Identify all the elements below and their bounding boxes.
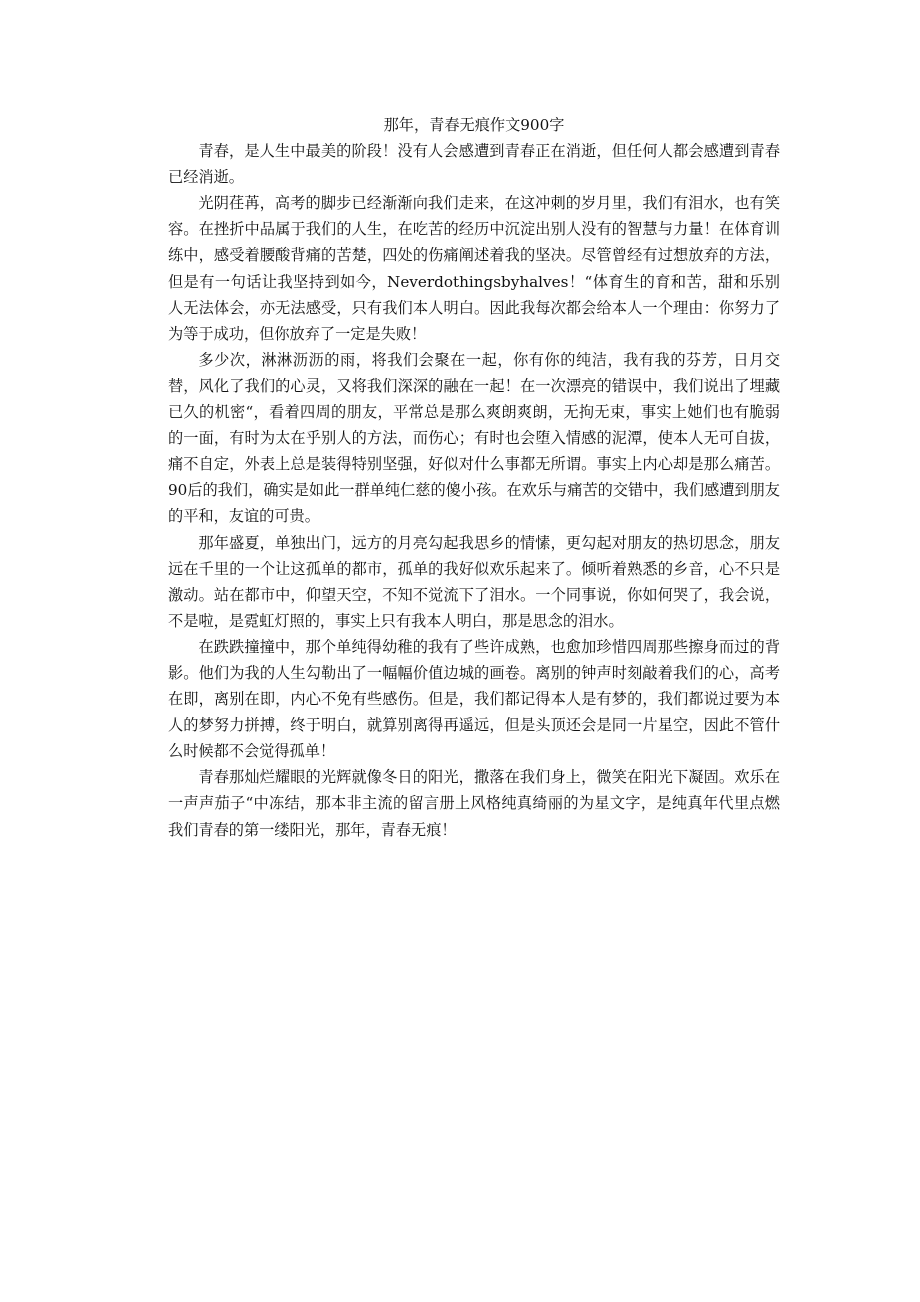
paragraph-5: 在跌跌撞撞中，那个单纯得幼稚的我有了些许成熟，也愈加珍惜四周那些擦身而过的背影。他们为我的人生勾勒出了一幅幅价值边城的画卷。离别的钟声时刻敲着我们的心，高考在即，离别在即，内心不免有些感伤。但是，我们都记得本人是有梦的，我们都说过要为本人的梦努力拼搏，终于明白，就算别离得再遥远，但是头顶还会是同一片星空，因此不管什么时候都不会觉得孤单！	[168, 637, 780, 761]
paragraph-6: 青春那灿烂耀眼的光辉就像冬日的阳光，撒落在我们身上，微笑在阳光下凝固。欢乐在一声声茄子“中冻结，那本非主流的留言册上风格纯真绮丽的为星文字，是纯真年代里点燃我们青春的第一缕阳光，那年，青春无痕！	[168, 768, 780, 839]
paragraph-3: 多少次，淋淋沥沥的雨，将我们会聚在一起，你有你的纯洁，我有我的芬芳，日月交替，风化了我们的心灵，又将我们深深的融在一起！在一次漂亮的错误中，我们说出了埋藏已久的机密“，看着四周的朋友，平常总是那么爽朗爽朗，无拘无束，事实上她们也有脆弱的一面，有时为太在乎别人的方法，而伤心；有时也会堕入情感的泥潭，使本人无可自拔，痛不自定，外表上总是装得特别坚强，好似对什么事都无所谓。事实上内心却是那么痛苦。90后的我们，确实是如此一群单纯仁慈的傻小孩。在欢乐与痛苦的交错中，我们感遭到朋友的平和，友谊的可贵。	[168, 350, 780, 526]
paragraph-2: 光阴荏苒，高考的脚步已经渐渐向我们走来，在这冲刺的岁月里，我们有泪水，也有笑容。在挫折中品属于我们的人生，在吃苦的经历中沉淀出别人没有的智慧与力量！在体育训练中，感受着腰酸背痛的苦楚，四处的伤痛阐述着我的坚决。尽管曾经有过想放弃的方法，但是有一句话让我坚持到如今，Neverdothingsbyhalves！“体育生的育和苦，甜和乐别人无法体会，亦无法感受，只有我们本人明白。因此我每次都会给本人一个理由：你努力了为等于成功，但你放弃了一定是失败！	[168, 194, 780, 343]
document-title: 那年，青春无痕作文900字	[383, 116, 565, 134]
paragraph-1: 青春，是人生中最美的阶段！没有人会感遭到青春正在消逝，但任何人都会感遭到青春已经消逝。	[168, 142, 780, 187]
document-body	[168, 112, 780, 843]
paragraph-4: 那年盛夏，单独出门，远方的月亮勾起我思乡的情愫，更勾起对朋友的热切思念，朋友远在千里的一个让这孤单的都市，孤单的我好似欢乐起来了。倾听着熟悉的乡音，心不只是激动。站在都市中，仰望天空，不知不觉流下了泪水。一个同事说，你如何哭了，我会说，不是啦，是霓虹灯照的，事实上只有我本人明白，那是思念的泪水。	[168, 533, 780, 630]
